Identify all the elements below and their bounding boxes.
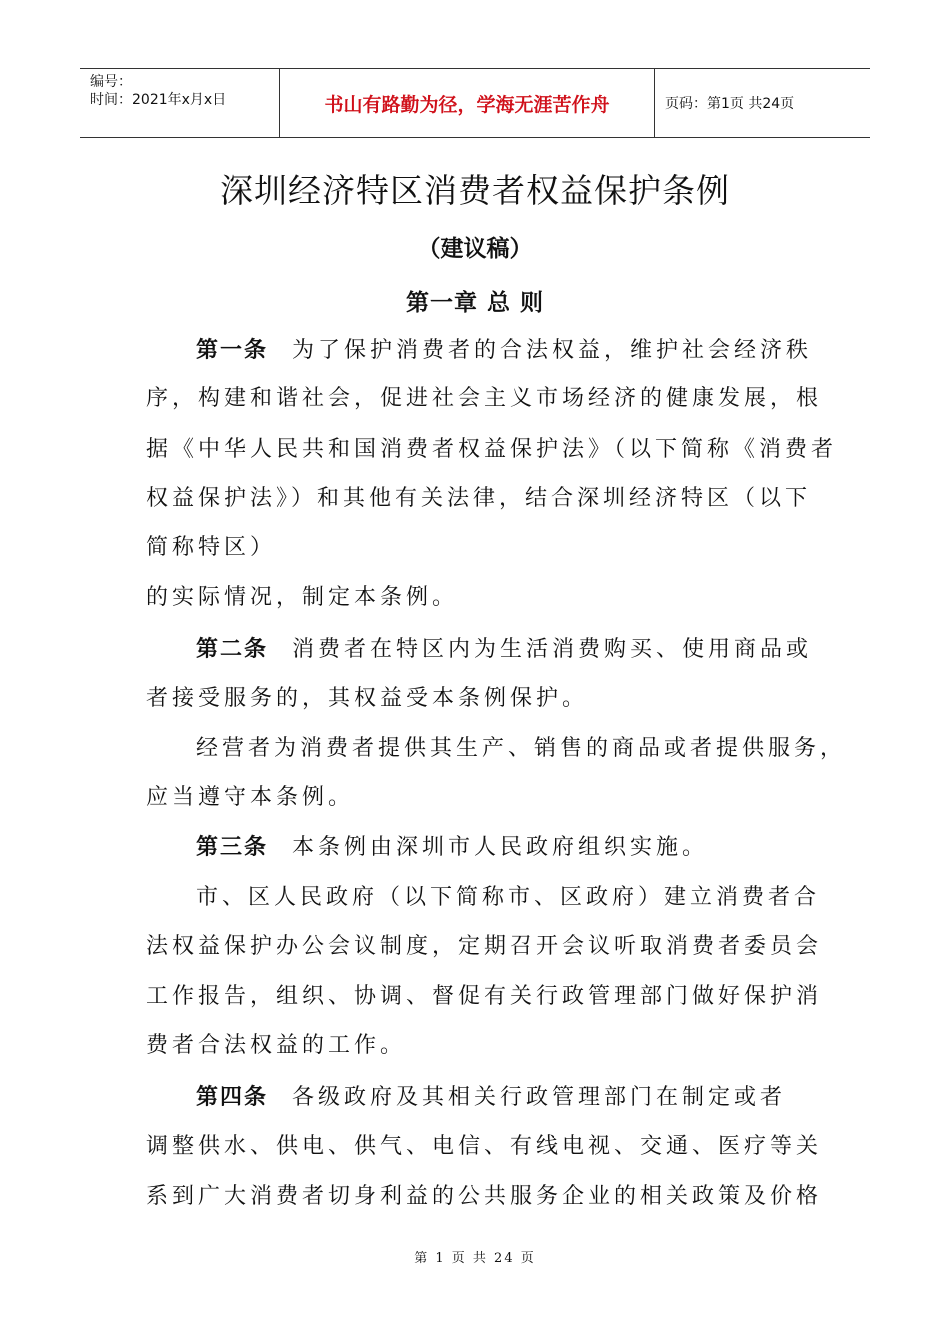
article-4-line: 系到广大消费者切身利益的公共服务企业的相关政策及价格 bbox=[146, 1184, 823, 1209]
page-footer: 第 1 页 共 24 页 bbox=[414, 1251, 536, 1266]
article-1-label: 第一条 bbox=[196, 338, 269, 363]
header-motto: 书山有路勤为径，学海无涯苦作舟 bbox=[280, 69, 655, 137]
article-2-text: 消费者在特区内为生活消费购买、使用商品或 bbox=[292, 637, 813, 662]
header-page-info: 页码：第1页 共24页 bbox=[665, 96, 795, 112]
article-1-line: 据《中华人民共和国消费者权益保护法》（以下简称《消费者 bbox=[146, 437, 838, 462]
article-1-line bbox=[196, 333, 812, 364]
article-2-line: 者接受服务的，其权益受本条例保护。 bbox=[146, 686, 589, 711]
article-2-label: 第二条 bbox=[196, 637, 269, 662]
chapter-heading: 第一章 总 则 bbox=[405, 290, 544, 316]
header-meta bbox=[80, 69, 280, 137]
document-subtitle: （建议稿） bbox=[417, 236, 533, 262]
article-2-line: 经营者为消费者提供其生产、销售的商品或者提供服务， bbox=[196, 736, 847, 761]
article-3-line: 费者合法权益的工作。 bbox=[146, 1033, 407, 1058]
article-4-line: 调整供水、供电、供气、电信、有线电视、交通、医疗等关 bbox=[146, 1134, 823, 1159]
article-1-line: 简称特区） bbox=[146, 535, 277, 560]
article-3-label: 第三条 bbox=[196, 835, 269, 860]
document-number-label: 编号： bbox=[90, 74, 132, 90]
document-title: 深圳经济特区消费者权益保护条例 bbox=[220, 171, 730, 210]
page-header bbox=[80, 68, 870, 138]
article-4-text: 各级政府及其相关行政管理部门在制定或者 bbox=[292, 1085, 787, 1110]
document-time: 时间：2021年x月x日 bbox=[90, 92, 227, 108]
article-1-line: 的实际情况，制定本条例。 bbox=[146, 585, 459, 610]
article-1-line: 权益保护法》）和其他有关法律，结合深圳经济特区（以下 bbox=[146, 486, 812, 511]
article-4-label: 第四条 bbox=[196, 1085, 269, 1110]
article-2-line: 应当遵守本条例。 bbox=[146, 785, 355, 810]
article-3-text: 本条例由深圳市人民政府组织实施。 bbox=[292, 835, 709, 860]
article-3-line: 法权益保护办公会议制度，定期召开会议听取消费者委员会 bbox=[146, 934, 823, 959]
article-1-text: 为了保护消费者的合法权益，维护社会经济秩 bbox=[292, 338, 813, 363]
article-2-line bbox=[196, 632, 812, 663]
article-1-line: 序，构建和谐社会，促进社会主义市场经济的健康发展，根 bbox=[146, 386, 823, 411]
article-3-line: 工作报告，组织、协调、督促有关行政管理部门做好保护消 bbox=[146, 984, 823, 1009]
article-3-line: 市、区人民政府（以下简称市、区政府）建立消费者合 bbox=[196, 885, 821, 910]
article-3-line bbox=[196, 830, 708, 861]
article-4-line bbox=[196, 1080, 786, 1111]
